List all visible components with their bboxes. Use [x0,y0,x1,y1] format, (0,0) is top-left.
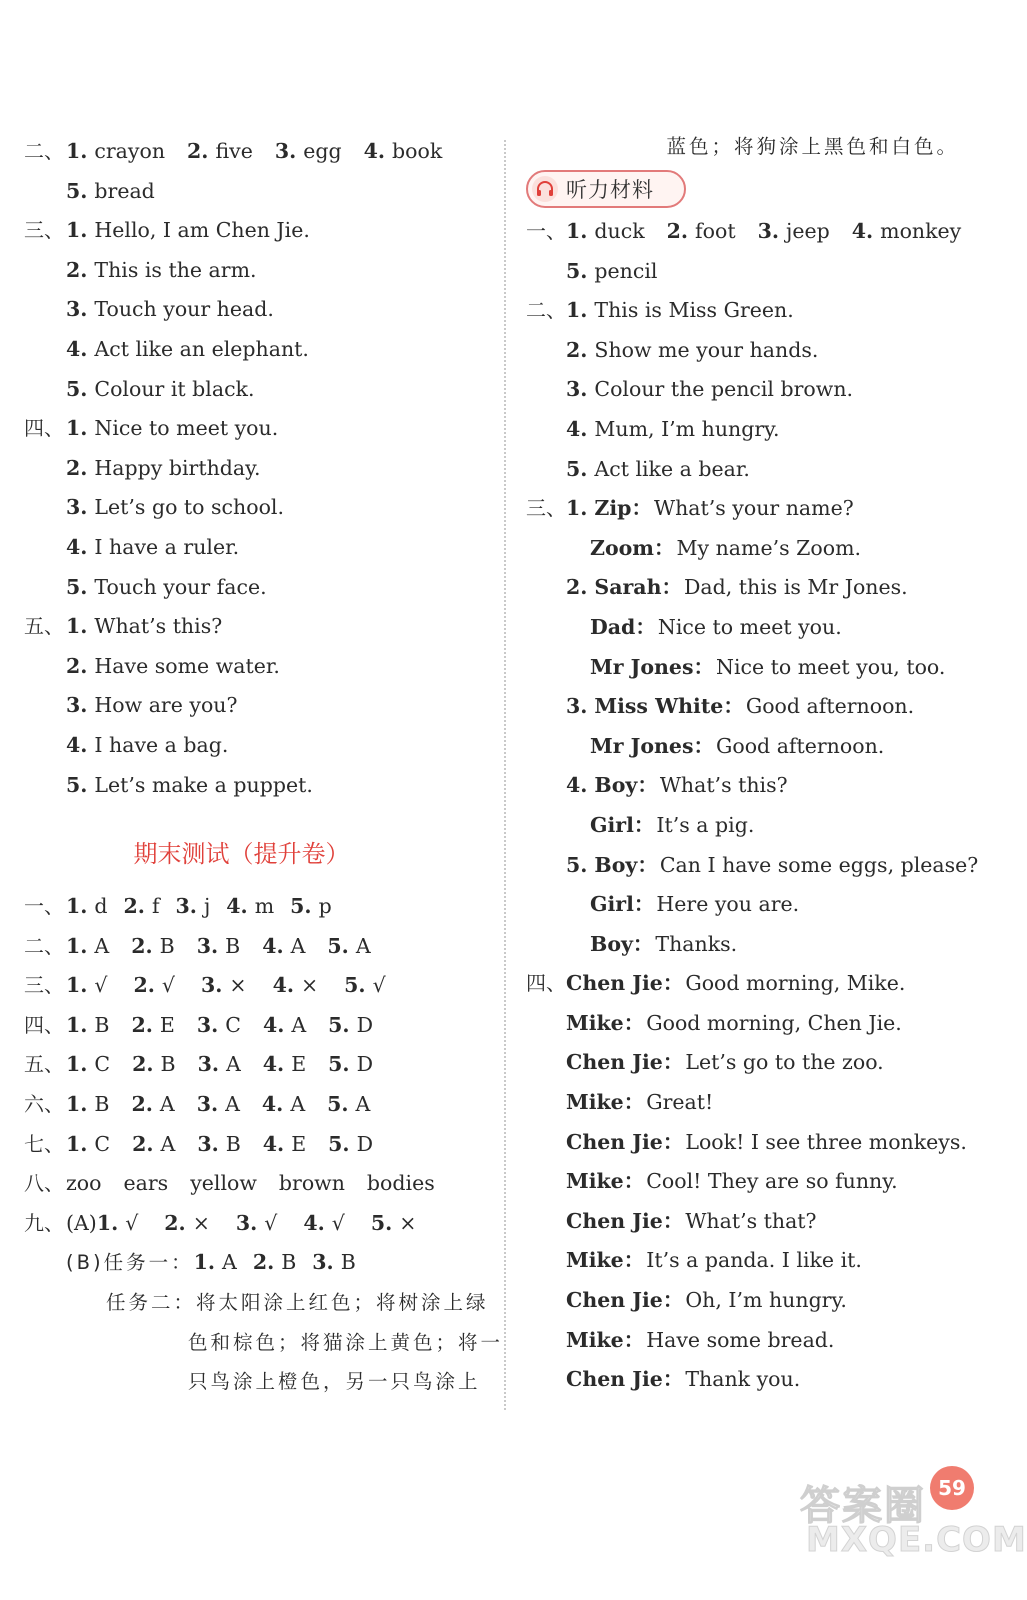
part-a-label: (A) [66,1210,97,1235]
answer-letter: D [356,1012,374,1037]
dialog-text: Nice to meet you. [657,614,842,639]
q7-row: 七、 1. C 2. A 3. B 4. E 5. D [24,1125,489,1165]
right-r3-line [526,766,981,806]
speaker: Mike： [566,1327,645,1352]
left-s3-row4: 4. Act like an elephant. [24,330,489,370]
right-r3-line [526,846,981,886]
left-s5-row4: 4. I have a bag. [24,726,489,766]
watermark-text: 答案圈 [800,1483,926,1529]
answer-letter: A [222,1250,237,1275]
left-s3-row3: 3. Touch your head. [24,290,489,330]
dialog-text: Good morning, Mike. [685,971,906,996]
dialog-text: What’s this? [659,773,788,798]
answer-mark: √ [161,973,175,998]
dialog-text: Oh, I’m hungry. [685,1288,847,1313]
answer-letter: p [318,894,332,919]
right-r1-row2: 5. pencil [526,252,981,292]
speaker: Chen Jie： [566,971,684,996]
answer-letter: d [94,894,108,919]
q8-row [24,1164,489,1204]
right-r4-line [526,1321,981,1361]
right-r1-row1: 一、 1. duck 2. foot 3. jeep 4. monkey [526,212,981,252]
right-r4-line [526,1281,981,1321]
right-r2-row2: 2. Show me your hands. [526,331,981,371]
speaker: Girl： [590,892,655,917]
page-number-badge: 59 [930,1466,974,1510]
dialog-text: Dad, this is Mr Jones. [683,575,908,600]
left-s3-row1: 三、 1. Hello, I am Chen Jie. [24,211,489,251]
answer-word: brown [278,1171,345,1196]
right-r2-row5: 5. Act like a bear. [526,450,981,490]
speaker: Chen Jie： [566,1129,684,1154]
right-r3-line [526,529,981,569]
dialog-text: My name’s Zoom. [676,535,862,560]
dialog-text: Have some bread. [646,1327,835,1352]
section-prefix: 八、 [24,1171,64,1196]
right-r3-line [526,885,981,925]
answer-item: pencil [594,258,658,283]
answer-letter: B [225,1131,241,1156]
dialog-text: Good morning, Chen Jie. [646,1010,902,1035]
answer-item: Mum, I’m hungry. [594,416,780,441]
dialog-number: 3. [566,694,588,719]
speaker: Mr Jones： [590,654,714,679]
left-s4-row2: 2. Happy birthday. [24,449,489,489]
right-r2-row4: 4. Mum, I’m hungry. [526,410,981,450]
q9-task2-line3 [24,1362,489,1402]
answer-mark: √ [372,973,386,998]
left-column [24,132,504,1402]
speaker: Sarah： [594,575,682,600]
dialog-text: Let’s go to the zoo. [685,1050,884,1075]
answer-item: foot [695,219,736,243]
answer-item: Nice to meet you. [94,416,279,441]
section-prefix: 三、 [24,218,64,243]
answer-item: bread [94,178,155,203]
section-prefix: 三、 [24,973,64,998]
answer-letter: m [254,894,275,919]
speaker: Mr Jones： [590,733,714,758]
answer-letter: B [159,933,175,958]
section-prefix: 四、 [24,1012,64,1037]
answer-mark: × [399,1210,417,1235]
right-r2-row3: 3. Colour the pencil brown. [526,370,981,410]
answer-letter: A [94,933,110,958]
dialog-number: 5. [566,852,588,877]
listening-header [526,166,981,210]
answer-letter: E [291,1052,307,1077]
answer-item: Act like an elephant. [94,336,309,361]
dialog-text: What’s your name? [654,496,854,521]
listening-pill [526,170,686,208]
section-prefix: 一、 [526,219,566,243]
answer-word: yellow [190,1171,257,1196]
dialog-number: 4. [566,773,588,798]
speaker: Chen Jie： [566,1367,684,1392]
section-prefix: 七、 [24,1131,64,1156]
right-r3-line [526,608,981,648]
answer-mark: × [192,1210,210,1235]
answer-item: I have a bag. [94,732,229,757]
answer-item: Let’s go to school. [94,495,284,520]
answer-item: What’s this? [94,614,223,639]
answer-item: monkey [880,219,962,243]
right-r4-line [526,1241,981,1281]
speaker: Boy： [594,852,658,877]
right-column [526,132,981,1400]
dialog-text: Good afternoon. [716,733,885,758]
right-r4-line [526,1360,981,1400]
answer-letter: C [94,1052,111,1077]
answer-letter: A [290,933,306,958]
speaker: Mike： [566,1010,645,1035]
speaker: Chen Jie： [566,1208,684,1233]
answer-item: I have a ruler. [94,534,240,559]
left-s3-row2: 2. This is the arm. [24,251,489,291]
answer-item: Have some water. [94,653,280,678]
speaker: Mike： [566,1090,645,1115]
section-prefix: 二、 [24,139,64,163]
answer-letter: A [225,1092,240,1117]
answer-word: zoo [66,1171,102,1196]
answer-letter: f [151,894,160,919]
section-prefix: 三、 [526,496,566,521]
q9-task2-line2 [24,1323,504,1363]
answer-letter: C [94,1131,111,1156]
speaker: Boy： [590,931,654,956]
column-divider [504,140,506,1410]
q9-task2-line1 [24,1283,489,1323]
answer-mark: × [300,973,319,998]
section-prefix: 四、 [24,416,64,441]
answer-item: jeep [785,219,830,243]
right-r4-line [526,1043,981,1083]
task2-text: 只鸟涂上橙色，另一只鸟涂上 [188,1370,481,1394]
answer-word: ears [123,1171,169,1196]
task2-text: 任务二：将太阳涂上红色；将树涂上绿 [106,1291,489,1315]
answer-item: Show me your hands. [594,337,819,362]
speaker: Mike： [566,1248,645,1273]
answer-letter: A [160,1131,176,1156]
right-r3-line [526,727,981,767]
answer-item: Hello, I am Chen Jie. [94,218,310,243]
answer-item: Happy birthday. [94,455,261,480]
right-r4-line [526,964,981,1004]
answer-mark: √ [125,1210,139,1235]
left-s5-row5: 5. Let’s make a puppet. [24,766,489,806]
dialog-text: Look! I see three monkeys. [685,1129,967,1154]
speaker: Chen Jie： [566,1050,684,1075]
dialog-number: 1. [566,496,588,521]
answer-letter: B [281,1250,297,1275]
dialog-text: It’s a pig. [656,812,755,837]
answer-letter: B [225,933,241,958]
left-s5-row3: 3. How are you? [24,686,489,726]
part-b-label: (B)任务一： [66,1251,194,1275]
right-r4-line [526,1083,981,1123]
answer-letter: A [355,1092,371,1117]
right-r3-line [526,925,981,965]
speaker: Mike： [566,1169,645,1194]
answer-word: bodies [366,1171,435,1196]
dialog-text: Thanks. [655,931,738,956]
dialog-text: It’s a panda. I like it. [646,1248,862,1273]
answer-letter: B [94,1012,110,1037]
left-s2-row2: 5. bread [24,172,489,212]
section-prefix: 九、 [24,1210,64,1235]
answer-item: book [392,139,443,163]
continued-text: 蓝色；将狗涂上黑色和白色。 [666,135,959,158]
speaker: Girl： [590,812,655,837]
q2-row: 二、 1. A 2. B 3. B 4. A 5. A [24,927,489,967]
dialog-text: Thank you. [685,1367,801,1392]
dialog-text: Good afternoon. [745,694,915,719]
left-s4-row5: 5. Touch your face. [24,568,489,608]
dialog-text: Cool! They are so funny. [646,1169,898,1194]
answer-letter: A [225,1052,241,1077]
answer-letter: E [291,1131,307,1156]
speaker: Zip： [594,496,652,521]
answer-letter: D [356,1052,374,1077]
right-r3-line [526,806,981,846]
right-r4-line [526,1004,981,1044]
section-prefix: 四、 [526,971,566,996]
left-s3-row5: 5. Colour it black. [24,370,489,410]
answer-mark: √ [94,973,108,998]
speaker: Miss White： [594,694,744,719]
answer-letter: A [290,1092,306,1117]
answer-item: crayon [94,139,166,163]
dialog-text: Great! [646,1090,714,1115]
answer-mark: × [229,973,247,998]
exam-section-title: 期末测试（提升卷） [133,840,350,869]
speaker: Dad： [590,614,656,639]
dialog-number: 2. [566,575,588,600]
answer-item: Touch your head. [94,297,274,322]
answer-letter: B [160,1052,176,1077]
answer-letter: A [159,1092,175,1117]
right-r2-row1: 二、 1. This is Miss Green. [526,291,981,331]
right-r3-line [526,648,981,688]
answer-mark: √ [264,1210,278,1235]
answer-item: Touch your face. [94,574,267,599]
q1-row: 一、 1. d 2. f 3. j 4. m 5. p [24,887,489,927]
section-prefix: 二、 [526,298,566,323]
section-prefix: 五、 [24,614,64,639]
answer-letter: E [159,1012,175,1037]
left-s4-row1: 四、 1. Nice to meet you. [24,409,489,449]
watermark-url: MXQE.COM [806,1520,1027,1560]
answer-item: This is Miss Green. [594,298,794,323]
answer-item: Let’s make a puppet. [94,772,313,797]
task2-text: 色和棕色；将猫涂上黄色；将一 [188,1330,504,1354]
left-s4-row3: 3. Let’s go to school. [24,488,489,528]
right-r3-line [526,687,981,727]
speaker: Zoom： [590,535,675,560]
speaker: Boy： [594,773,658,798]
left-s4-row4: 4. I have a ruler. [24,528,489,568]
section-prefix: 二、 [24,933,64,958]
right-r4-line [526,1123,981,1163]
answer-item: Act like a bear. [594,456,750,481]
dialog-text: Here you are. [656,892,800,917]
answer-letter: A [355,933,371,958]
right-r3-line [526,489,981,529]
answer-letter: B [340,1250,356,1275]
left-s5-row2: 2. Have some water. [24,647,489,687]
answer-letter: D [356,1131,374,1156]
headphones-icon [532,176,558,202]
answer-item: five [215,139,253,163]
dialog-text: Can I have some eggs, please? [659,852,979,877]
answer-letter: C [225,1012,241,1037]
answer-item: This is the arm. [94,257,257,282]
section-prefix: 一、 [24,894,64,919]
q6-row: 六、 1. B 2. A 3. A 4. A 5. A [24,1085,489,1125]
right-r4-line [526,1162,981,1202]
left-s2-row1: 二、 1. crayon 2. five 3. egg 4. book [24,132,489,172]
section-prefix: 六、 [24,1092,64,1117]
answer-letter: A [291,1012,307,1037]
section-prefix: 五、 [24,1052,64,1077]
right-r4-line [526,1202,981,1242]
answer-item: Colour the pencil brown. [594,377,854,402]
answer-item: egg [303,139,342,163]
answer-letter: j [203,894,211,919]
q9-row-b: (B)任务一： 1. A 2. B 3. B [24,1243,489,1283]
q4-row: 四、 1. B 2. E 3. C 4. A 5. D [24,1006,489,1046]
listening-label: 听力材料 [566,178,654,202]
answer-mark: √ [331,1210,345,1235]
answer-item: How are you? [94,693,238,718]
q9-row-a: 九、 (A) 1. √ 2. × 3. √ 4. √ 5. × [24,1204,489,1244]
answer-item: duck [594,219,645,243]
answer-letter: B [94,1092,110,1117]
q5-row: 五、 1. C 2. B 3. A 4. E 5. D [24,1045,489,1085]
left-s5-row1: 五、 1. What’s this? [24,607,489,647]
speaker: Chen Jie： [566,1288,684,1313]
dialog-text: What’s that? [685,1208,817,1233]
right-r3-line [526,568,981,608]
q3-row: 三、 1. √ 2. √ 3. × 4. × 5. √ [24,966,489,1006]
dialog-text: Nice to meet you, too. [716,654,946,679]
answer-item: Colour it black. [94,376,255,401]
